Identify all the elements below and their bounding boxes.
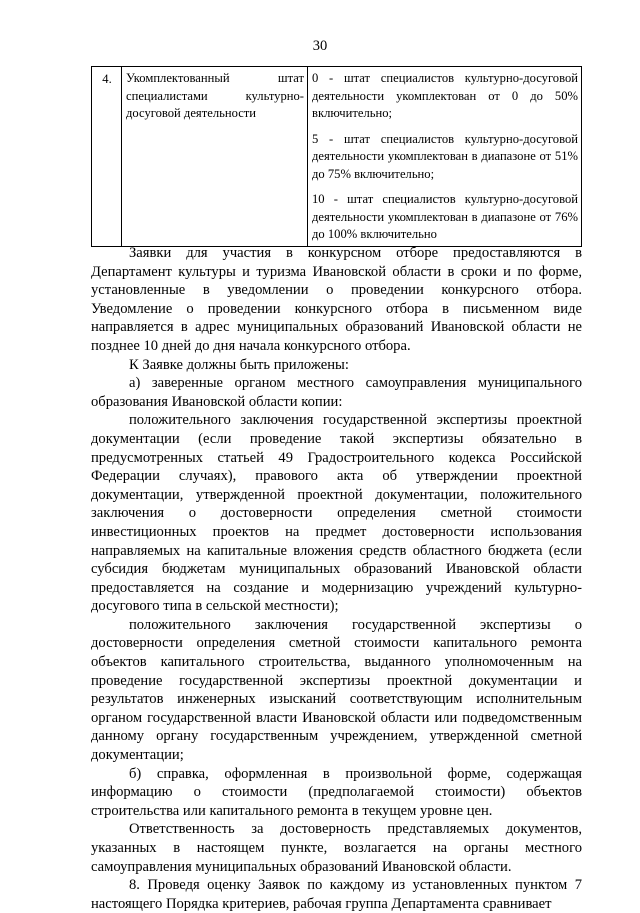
criterion-name-line: досуговой деятельности: [126, 106, 257, 120]
criterion-name-line: Укомплектованный штат: [126, 71, 304, 85]
criteria-table: [91, 66, 582, 247]
criterion-name: [122, 67, 308, 247]
paragraph-point-8: 8. Проведя оценку Заявок по каждому из установленных пунктом 7 настоящего Порядка критериев, рабочая группа Департамента сравнивает: [91, 877, 582, 912]
page-number: 30: [312, 38, 328, 54]
criterion-value-5: 5 - штат специалистов культурно-досуговой деятельности укомплектован в диапазоне от 51% до 75% включительно;: [312, 131, 578, 181]
paragraph-item-a: а) заверенные органом местного самоуправления муниципального образования Ивановской области копии:: [91, 375, 582, 410]
paragraph-responsibility: Ответственность за достоверность представляемых документов, указанных в настоящем пункте, возлагается на органы местного самоуправления муниципальных образований Ивановской области.: [91, 821, 582, 875]
paragraph-item-b: б) справка, оформленная в произвольной форме, содержащая информацию о стоимости (предполагаемой стоимости) объектов строительства или капитального ремонта в текущем уровне цен.: [91, 765, 582, 819]
paragraph-applications: Заявки для участия в конкурсном отборе предоставляются в Департамент культуры и туризма Ивановской области в сроки и по форме, установленные в уведомлении о проведении конкурсного отбора. Уведомление о проведении конкурсного отбора в письменном виде направляется в адрес муниципальных образований Ивановской области не позднее 10 дней до дня начала конкурсного отбора.: [91, 245, 582, 354]
paragraph-expertise-conclusion: положительного заключения государственной экспертизы проектной документации (если проведение такой экспертизы обязательно в предусмотренных статьей 49 Градостроительного кодекса Российской Федерации случаях), правового акта об утверждении проектной документации, утвержденной проектной документации, положительного заключения о достоверности определения сметной стоимости инвестиционных проектов на предмет достоверности использования направляемых на капитальные вложения средств областного бюджета (если субсидия бюджетам муниципальных образований Ивановской области предоставляется на создание и модернизацию учреждений культурно-досугового типа в сельской местности);: [91, 412, 582, 615]
paragraph-cost-conclusion: положительного заключения государственной экспертизы о достоверности определения сметной стоимости капитального ремонта объектов капитального строительства, выданного уполномоченным на проведение государственной экспертизы проектной документации и результатов инженерных изысканий соответствующим исполнительным органом государственной власти Ивановской области или подведомственным данному органу государственным учреждением, утвержденной сметной документации;: [91, 616, 582, 764]
criterion-name-line: специалистами культурно-: [126, 88, 304, 103]
table-row: [92, 67, 582, 247]
paragraph-attachments-intro: К Заявке должны быть приложены:: [129, 356, 349, 373]
criterion-value-10: 10 - штат специалистов культурно-досуговой деятельности укомплектован в диапазоне от 76% до 100% включительно: [312, 192, 578, 241]
criterion-value-0: 0 - штат специалистов культурно-досуговой деятельности укомплектован от 0 до 50% включительно;: [312, 71, 578, 120]
criterion-values: [308, 67, 582, 247]
row-number: 4.: [92, 67, 122, 247]
document-body: [91, 244, 582, 913]
